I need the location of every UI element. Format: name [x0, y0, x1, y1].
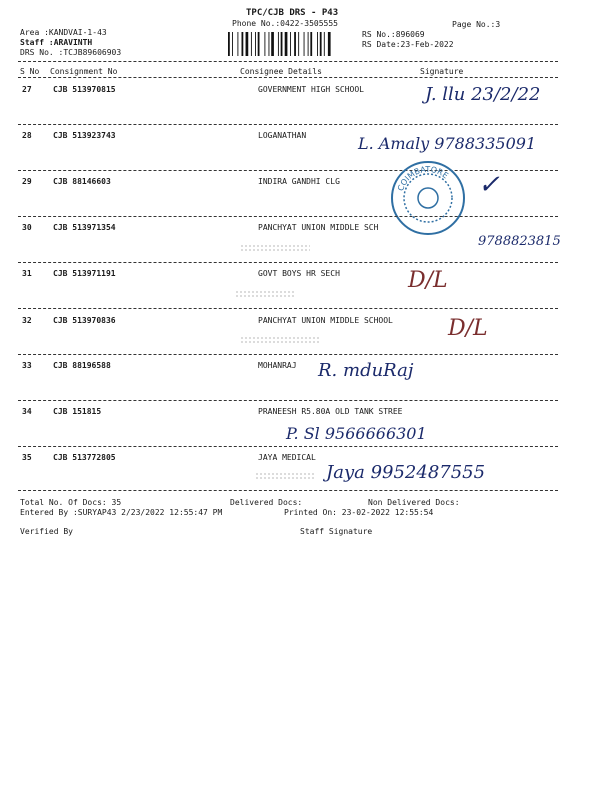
row-signature: ✓	[478, 170, 500, 200]
divider	[18, 216, 558, 217]
row-signature: R. mduRaj	[318, 360, 414, 381]
column-header-signature: Signature	[420, 67, 464, 76]
row-consignment: CJB 88146603	[53, 177, 111, 186]
rs-number: RS No.:896069	[362, 30, 425, 39]
staff-label: Staff :ARAVINTH	[20, 38, 93, 47]
row-signature: L. Amaly 9788335091	[358, 134, 537, 153]
row-signature: D/L	[448, 316, 488, 341]
row-sno: 34	[22, 407, 32, 416]
row-sno: 28	[22, 131, 32, 140]
row-sno: 30	[22, 223, 32, 232]
column-header-consignment: Consignment No	[50, 67, 118, 76]
faded-stamp	[255, 472, 315, 480]
divider	[18, 77, 558, 78]
svg-text:COIMBATORE	[396, 165, 450, 192]
row-consignee: JAYA MEDICAL	[258, 453, 316, 462]
delivered-docs: Delivered Docs:	[230, 498, 303, 507]
divider	[18, 490, 558, 491]
row-sno: 35	[22, 453, 32, 462]
row-signature: 9788823815	[478, 234, 561, 249]
rs-date: RS Date:23-Feb-2022	[362, 40, 454, 49]
row-consignee: LOGANATHAN	[258, 131, 307, 140]
row-consignment: CJB 513772805	[53, 453, 116, 462]
non-delivered-docs: Non Delivered Docs:	[368, 498, 460, 507]
printed-on: Printed On: 23-02-2022 12:55:54	[284, 508, 434, 517]
row-consignment: CJB 513970815	[53, 85, 116, 94]
divider	[18, 354, 558, 355]
row-consignee: INDIRA GANDHI CLG	[258, 177, 340, 186]
row-consignment: CJB 513970836	[53, 316, 116, 325]
row-sno: 33	[22, 361, 32, 370]
faded-stamp	[235, 290, 295, 298]
row-consignee: MOHANRAJ	[258, 361, 297, 370]
divider	[18, 308, 558, 309]
row-consignee: PANCHYAT UNION MIDDLE SCHOOL	[258, 316, 393, 325]
divider	[18, 170, 558, 171]
coimbatore-seal-stamp	[388, 158, 468, 238]
row-signature: D/L	[408, 268, 448, 293]
row-sno: 32	[22, 316, 32, 325]
row-signature: P. Sl 9566666301	[286, 424, 427, 443]
divider	[18, 262, 558, 263]
page-title: TPC/CJB DRS - P43	[246, 8, 339, 18]
divider	[18, 400, 558, 401]
row-sno: 31	[22, 269, 32, 278]
row-consignee: GOVERNMENT HIGH SCHOOL	[258, 85, 364, 94]
column-header-sno: S No	[20, 67, 40, 76]
divider	[18, 446, 558, 447]
row-consignment: CJB 151815	[53, 407, 102, 416]
row-signature: Jaya 9952487555	[326, 462, 486, 483]
row-consignee: GOVT BOYS HR SECH	[258, 269, 340, 278]
row-signature: J. llu 23/2/22	[425, 84, 541, 105]
faded-stamp	[240, 336, 320, 344]
row-consignment: CJB 513971191	[53, 269, 116, 278]
row-consignment: CJB 88196588	[53, 361, 111, 370]
column-header-consignee: Consignee Details	[240, 67, 322, 76]
staff-signature: Staff Signature	[300, 527, 373, 536]
row-sno: 29	[22, 177, 32, 186]
phone-number: Phone No.:0422-3505555	[232, 19, 338, 28]
drs-number: DRS No. :TCJB89606903	[20, 48, 122, 57]
barcode-image	[228, 32, 356, 56]
divider	[18, 61, 558, 62]
total-docs: Total No. Of Docs: 35	[20, 498, 122, 507]
divider	[18, 124, 558, 125]
seal-text: COIMBATORE	[396, 164, 450, 193]
verified-by: Verified By	[20, 527, 73, 536]
row-sno: 27	[22, 85, 32, 94]
area-label: Area :KANDVAI-1-43	[20, 28, 107, 37]
row-consignee: PRANEESH R5.80A OLD TANK STREE	[258, 407, 403, 416]
row-consignee: PANCHYAT UNION MIDDLE SCH	[258, 223, 379, 232]
entered-by: Entered By :SURYAP43 2/23/2022 12:55:47 PM	[20, 508, 223, 517]
page-number: Page No.:3	[452, 20, 501, 29]
faded-stamp	[240, 244, 310, 252]
row-consignment: CJB 513923743	[53, 131, 116, 140]
row-consignment: CJB 513971354	[53, 223, 116, 232]
